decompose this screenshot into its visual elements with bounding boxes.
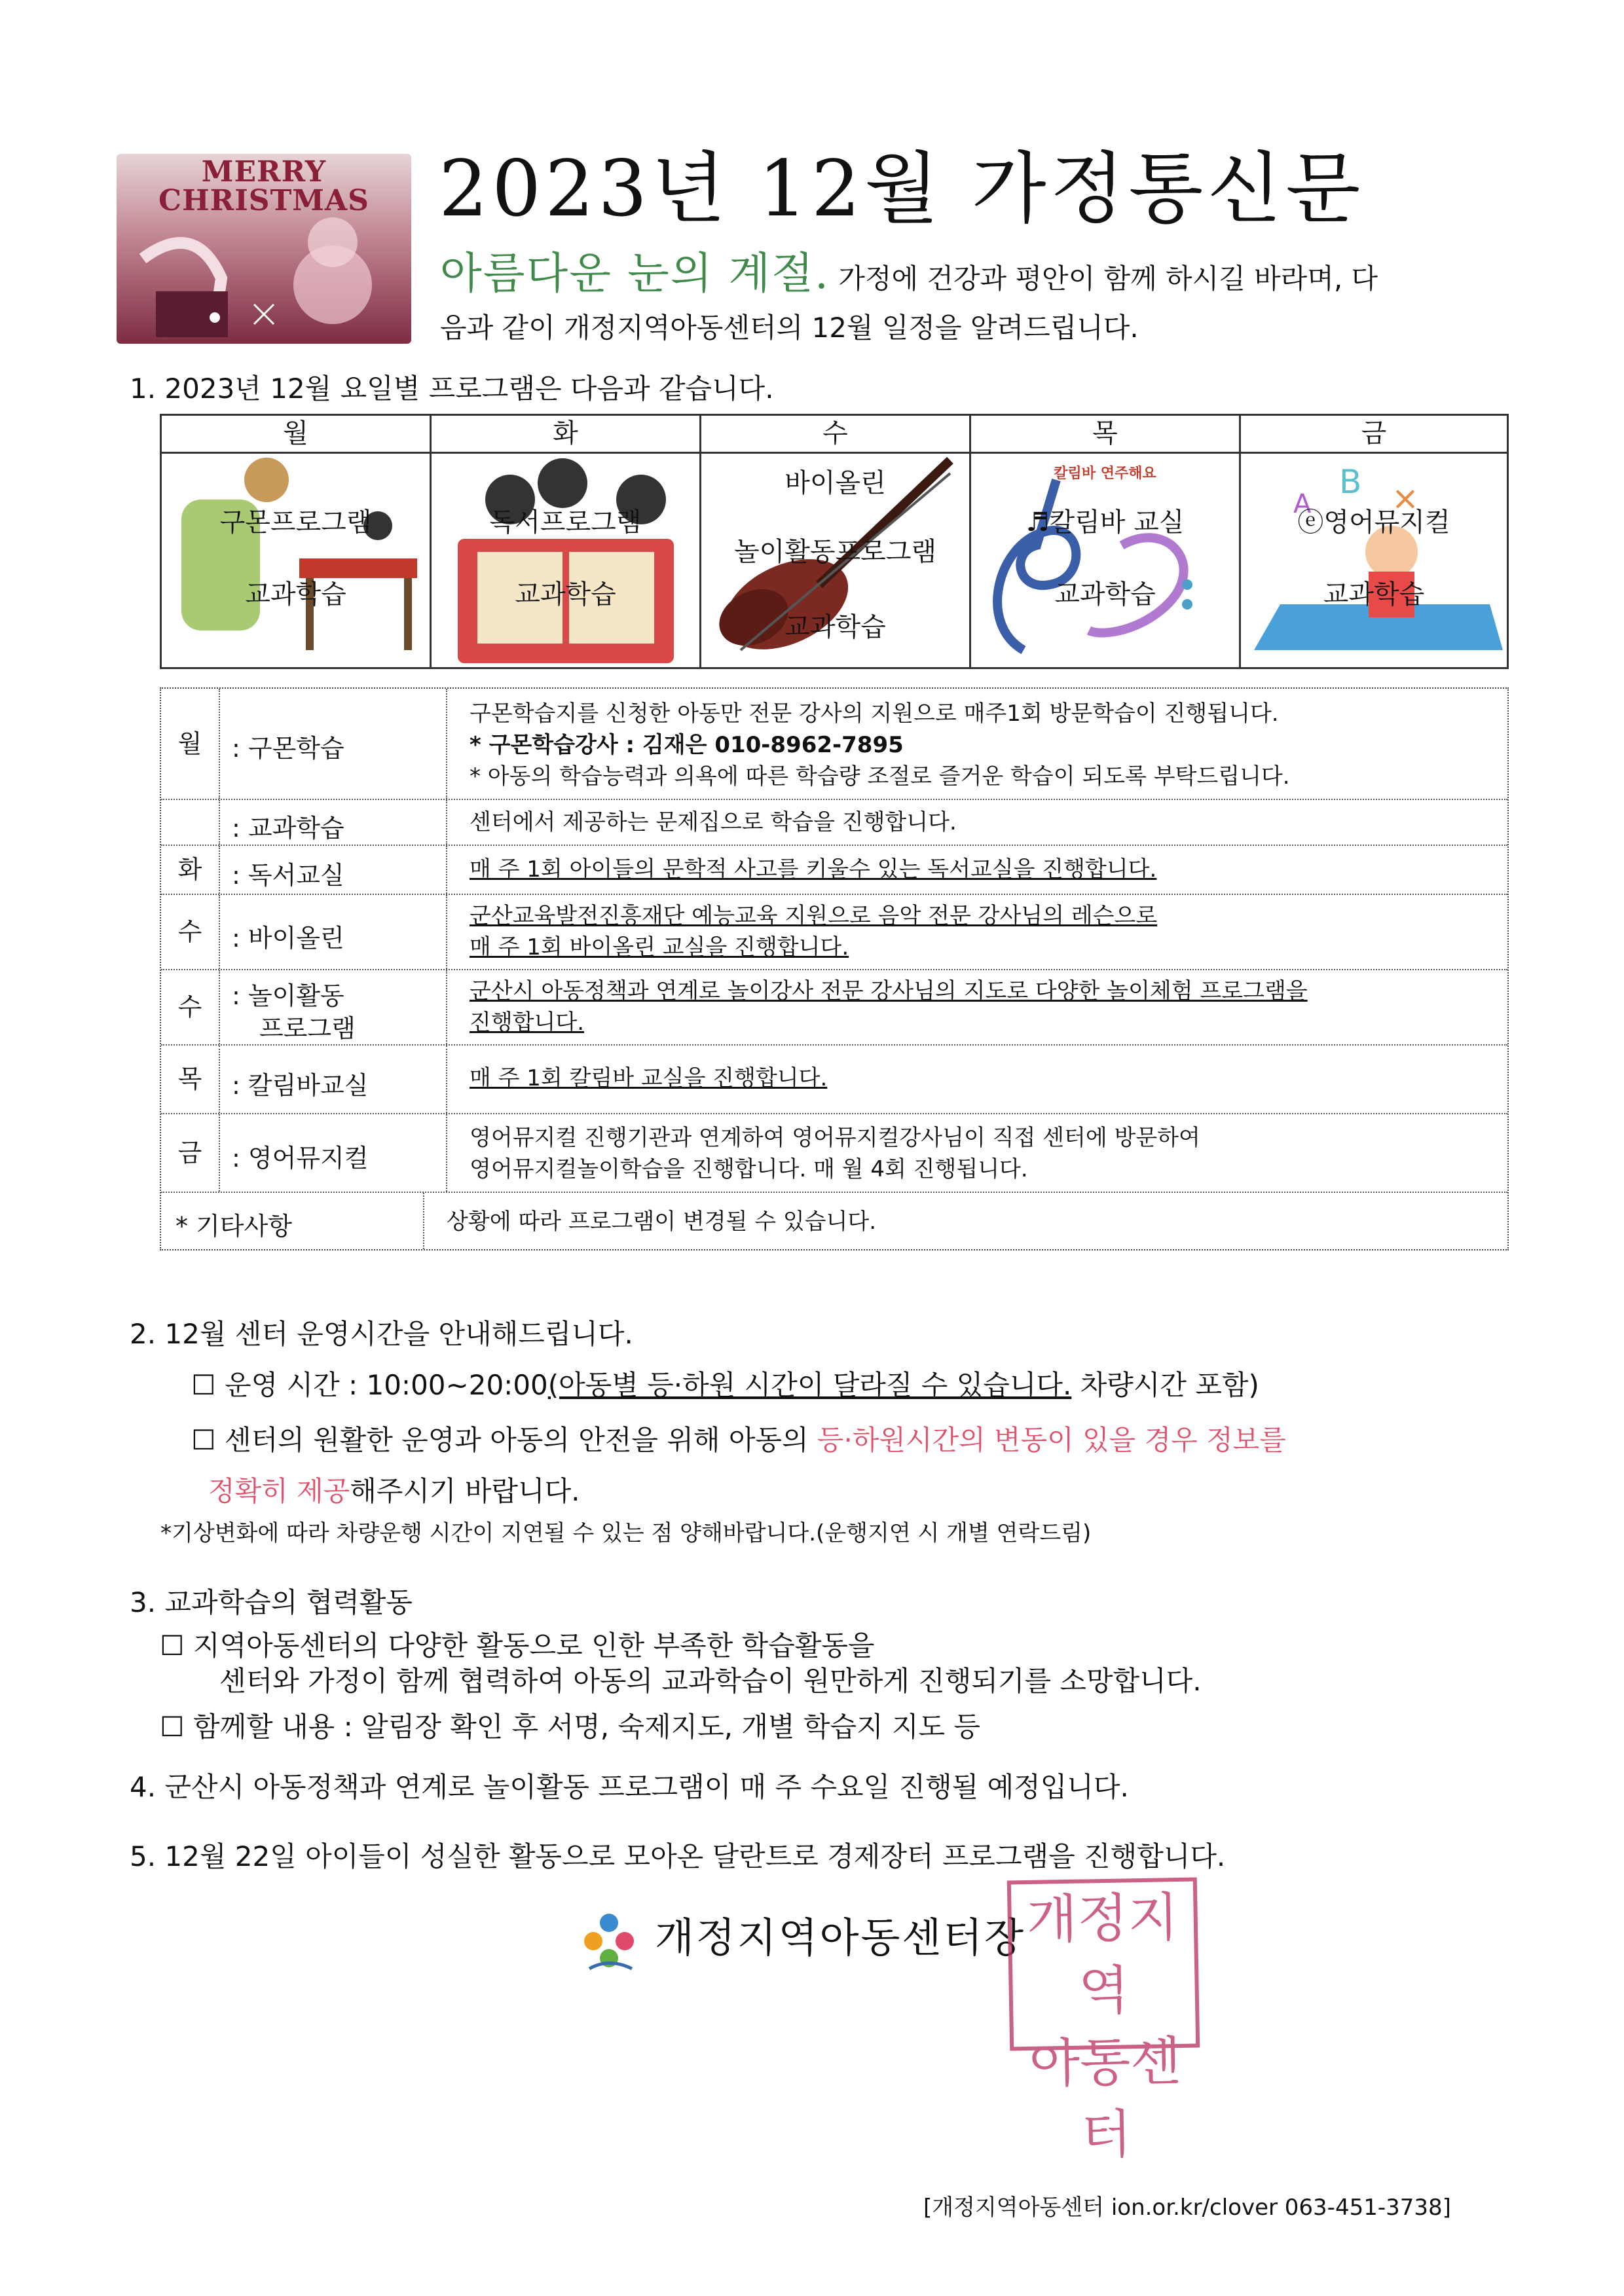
detail-day: 목 [161,1046,220,1113]
program-detail-table [160,687,1509,1250]
item2-highlight: 등·하원시간의 변동이 있을 경우 정보를 [817,1424,1286,1456]
item2-prefix: ☐ 센터의 원활한 운영과 아동의 안전을 위해 아동의 [191,1424,817,1456]
detail-desc [446,970,1308,1044]
detail-row-thu [161,1046,1507,1114]
badge-line2: CHRISTMAS [158,184,369,217]
section2-item2 [191,1422,1286,1459]
detail-day: 수 [161,970,220,1044]
detail-name: : 칼림바교실 [232,1071,369,1100]
page-title: 2023년 12월 가정통신문 [439,143,1365,234]
detail-desc-line: 영어뮤지컬놀이학습을 진행합니다. 매 월 4회 진행됩니다. [470,1156,1028,1182]
detail-desc [446,1046,827,1113]
detail-desc-line: 군산교육발전진흥재단 예능교육 지원으로 음악 전문 강사님의 레슨으로 [470,903,1158,929]
item1-underlined: (아동별 등·하원 시간이 달라질 수 있습니다. [547,1369,1072,1401]
day-header-tue: 화 [432,416,701,454]
clover-logo-icon [576,1908,642,1974]
detail-row-wed-play [161,970,1507,1046]
intro-line2: 음과 같이 개정지역아동센터의 12월 일정을 알려드립니다. [440,312,1139,344]
section4-text: 4. 군산시 아동정책과 연계로 놀이활동 프로그램이 매 주 수요일 진행될 예정입니다. [130,1771,1129,1803]
section1-heading: 1. 2023년 12월 요일별 프로그램은 다음과 같습니다. [130,373,774,405]
thu-line2: 교과학습 [1054,579,1156,610]
svg-text:A: A [1293,489,1312,519]
detail-desc-line: 영어뮤지컬 진행기관과 연계하여 영어뮤지컬강사님이 직접 센터에 방문하여 [470,1125,1200,1151]
section2-note: *기상변화에 따라 차량운행 시간이 지연될 수 있는 점 양해바랍니다.(운행지연 시 개별 연락드림) [160,1520,1092,1546]
wed-line1: 바이올린 [784,468,886,498]
fri-line2: 교과학습 [1323,579,1425,610]
item2-highlight2: 정확히 제공 [208,1475,350,1507]
detail-day: 금 [161,1114,220,1192]
detail-row-other [161,1193,1507,1249]
intro-highlight: 아름다운 눈의 계절. [440,248,830,299]
english-musical-illustration [1241,454,1507,667]
section2-item1 [191,1367,1259,1404]
item2-suffix: 해주시기 바랍니다. [350,1475,580,1507]
detail-day: 수 [161,895,220,969]
program-cell-tue [432,454,701,667]
section2-item2-cont [208,1473,580,1510]
day-header-thu: 목 [971,416,1241,454]
detail-desc-line: 상황에 따라 프로그램이 변경될 수 있습니다. [447,1209,877,1235]
detail-day: 화 [161,846,220,894]
intro-paragraph [440,249,1514,352]
section3-item1-cont: 센터와 가정이 함께 협력하여 아동의 교과학습이 원만하게 진행되기를 소망합니다. [219,1665,1202,1697]
program-cell-thu [971,454,1241,667]
center-director-signature: 개정지역아동센터장 [655,1914,1026,1961]
seal-line2: 아동센터 [1028,2030,1182,2166]
detail-row-mon-study [161,800,1507,846]
program-cell-fri [1241,454,1507,667]
detail-desc [446,895,1157,969]
detail-desc-line: 진행합니다. [470,1010,585,1036]
section5-text: 5. 12월 22일 아이들이 성실한 활동으로 모아온 달란트로 경제장터 프로그램을 진행합니다. [130,1840,1226,1872]
detail-desc-line: * 구몬학습강사 : 김재은 010-8962-7895 [470,732,904,758]
detail-desc [446,800,957,845]
contact-info: [개정지역아동센터 ion.or.kr/clover 063-451-3738] [923,2195,1451,2221]
detail-name: : 구몬학습 [232,734,344,763]
wed-line3: 교과학습 [784,612,886,642]
detail-name: : 독서교실 [232,861,344,890]
svg-text:×: × [1392,479,1419,517]
tutoring-illustration [162,454,432,667]
detail-desc-line: 군산시 아동정책과 연계로 놀이강사 전문 강사님의 지도로 다양한 놀이체험 프로그램을 [470,978,1308,1004]
detail-name: : 바이올린 [232,924,344,953]
thu-caption: 칼림바 연주해요 [1054,465,1156,482]
intro-line1: 가정에 건강과 평안이 함께 하시길 바라며, 다 [830,263,1378,295]
detail-row-tue [161,846,1507,895]
section2-heading: 2. 12월 센터 운영시간을 안내해드립니다. [130,1318,633,1350]
section3-heading: 3. 교과학습의 협력활동 [130,1586,413,1618]
reading-kids-illustration [432,454,701,667]
day-header-wed: 수 [701,416,971,454]
detail-desc-line: 매 주 1회 칼림바 교실을 진행합니다. [470,1065,828,1091]
detail-desc-line: 매 주 1회 아이들의 문학적 사고를 키울수 있는 독서교실을 진행합니다. [470,856,1157,883]
section3-item1: ☐ 지역아동센터의 다양한 활동으로 인한 부족한 학습활동을 [160,1630,875,1662]
day-header-mon: 월 [162,416,432,454]
detail-day: 월 [161,689,220,799]
detail-desc [446,846,1156,894]
svg-text:B: B [1339,463,1362,501]
detail-desc-line: * 아동의 학습능력과 의욕에 따른 학습량 조절로 즐거운 학습이 되도록 부탁드립니다. [470,763,1290,790]
detail-desc-line: 센터에서 제공하는 문제집으로 학습을 진행합니다. [470,809,957,835]
detail-row-fri [161,1114,1507,1193]
item1-prefix: ☐ 운영 시간 : 10:00~20:00 [191,1369,548,1401]
christmas-ornaments-graphic [117,154,411,344]
detail-name: : 놀이활동 [232,981,344,1010]
thu-line1: ♬칼림바 교실 [1025,507,1185,538]
detail-desc-line: 구몬학습지를 신청한 아동만 전문 강사의 지원으로 매주1회 방문학습이 진행됩니다. [470,701,1279,727]
official-seal-stamp [1007,1877,1200,2166]
mon-line2: 교과학습 [245,579,346,610]
detail-row-wed-violin [161,895,1507,970]
mon-line1: 구몬프로그램 [219,507,372,538]
badge-line1: MERRY [201,155,327,189]
other-desc [423,1193,876,1249]
item1-suffix: 차량시간 포함) [1071,1369,1259,1401]
program-cell-mon [162,454,432,667]
detail-desc-line: 매 주 1회 바이올린 교실을 진행합니다. [470,934,849,960]
detail-name: : 영어뮤지컬 [232,1144,369,1173]
section3-item2: ☐ 함께할 내용 : 알림장 확인 후 서명, 숙제지도, 개별 학습지 지도 등 [160,1711,981,1743]
detail-name: : 교과학습 [232,814,344,843]
detail-desc [446,689,1290,799]
christmas-illustration [117,154,411,344]
detail-desc [446,1114,1200,1192]
wed-line2: 놀이활동프로그램 [733,537,937,567]
weekly-program-table [160,414,1509,669]
day-header-fri: 금 [1241,416,1507,454]
detail-name-line2: 프로그램 [259,1014,356,1043]
tue-line1: 독서프로그램 [489,507,642,538]
seal-line1: 개정지역 [1026,1886,1179,2022]
detail-row-mon-gumon [161,689,1507,800]
fri-line1: ⓔ영어뮤지컬 [1297,507,1450,538]
program-cell-wed [701,454,971,667]
other-label: * 기타사항 [175,1212,292,1241]
detail-day [161,800,220,845]
tue-line2: 교과학습 [515,579,616,610]
